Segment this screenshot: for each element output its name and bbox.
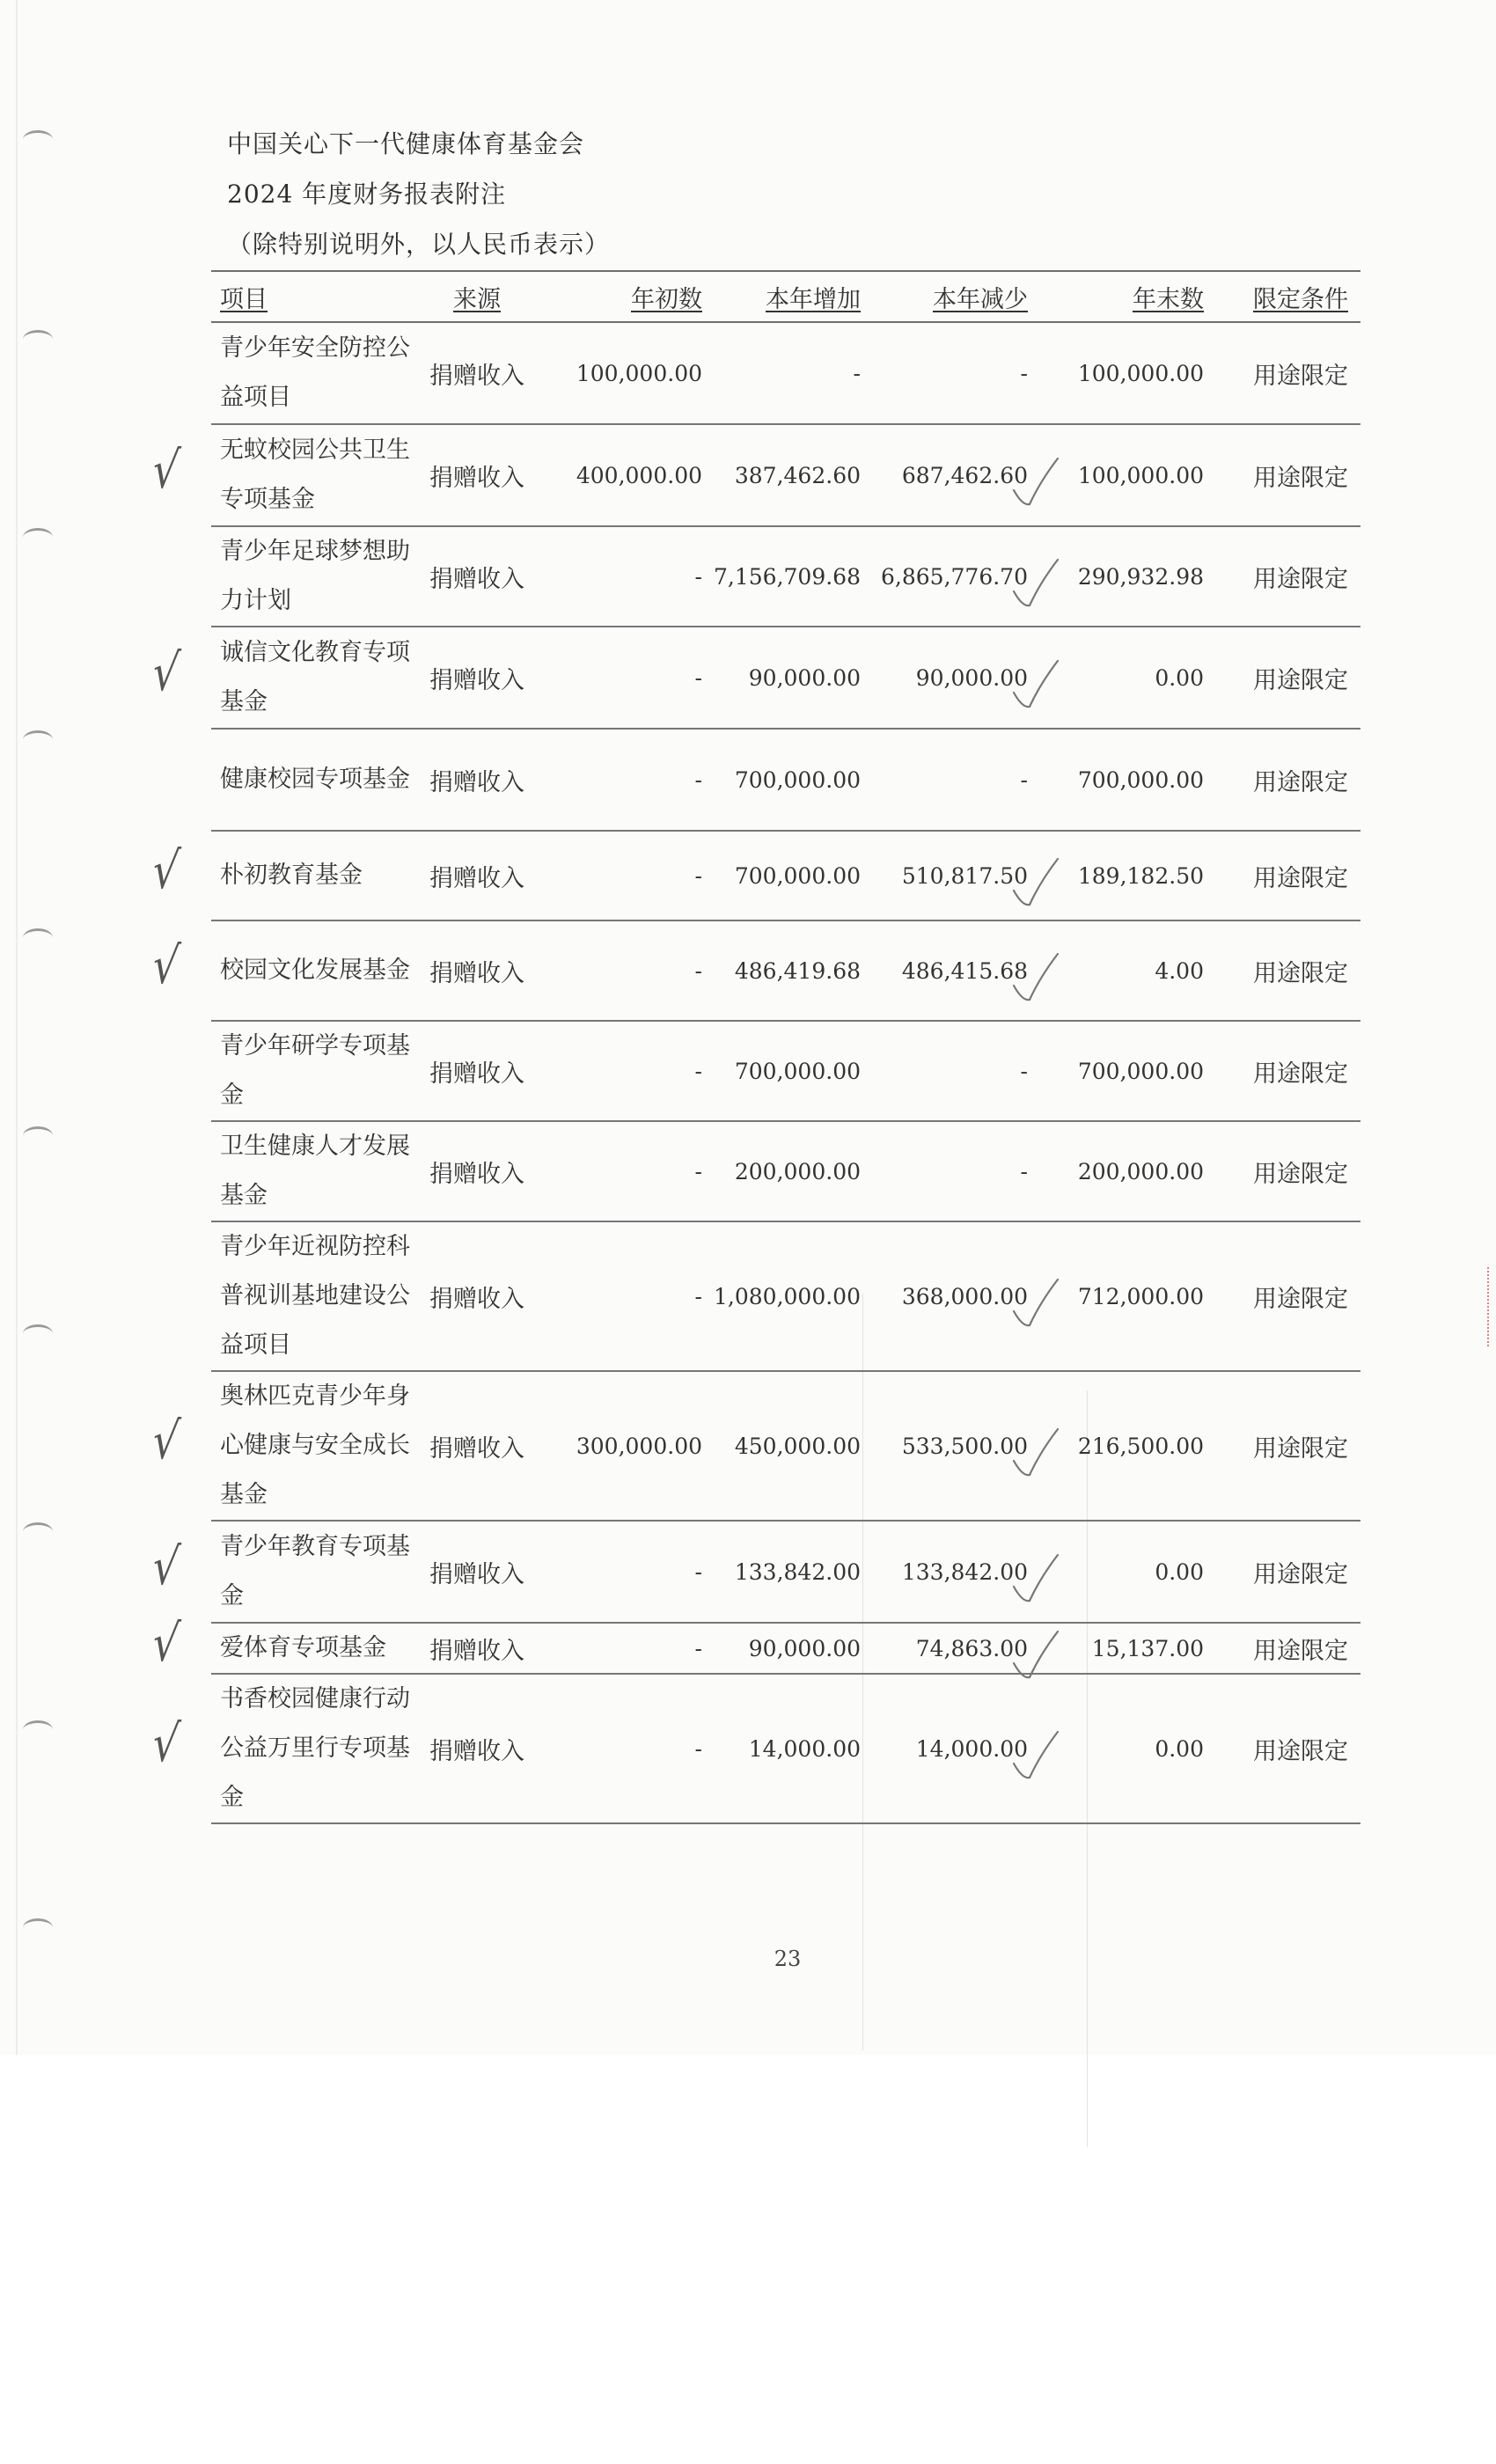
page-edge	[16, 0, 18, 2055]
cell-opening: -	[539, 920, 708, 1021]
tick-mark-icon	[1010, 556, 1061, 620]
cell-item-name: 青少年安全防控公益项目	[211, 322, 415, 424]
check-mark-icon: √	[149, 1411, 183, 1470]
cell-item-name: 青少年研学专项基金	[211, 1021, 415, 1121]
table-row	[211, 1121, 1360, 1221]
cell-closing: 100,000.00	[1033, 322, 1209, 424]
table-row	[211, 729, 1360, 831]
cell-increase: 1,080,000.00	[708, 1221, 866, 1371]
table-header-row	[211, 271, 1360, 322]
cell-closing: 189,182.50	[1033, 831, 1209, 920]
table-row	[211, 1623, 1360, 1674]
table-row	[211, 1371, 1360, 1521]
org-name: 中国关心下一代健康体育基金会	[227, 129, 585, 158]
cell-item-name: 校园文化发展基金	[211, 920, 415, 1021]
punch-hole-mark	[23, 1324, 53, 1343]
cell-closing: 290,932.98	[1033, 526, 1209, 627]
cell-decrease: 533,500.00	[866, 1371, 1033, 1521]
tick-mark-icon	[1010, 1551, 1061, 1615]
cell-condition: 用途限定	[1209, 1221, 1360, 1371]
cell-source: 捐赠收入	[415, 526, 539, 627]
cell-increase: 133,842.00	[708, 1521, 866, 1623]
punch-hole-mark	[23, 730, 53, 749]
punch-hole-mark	[23, 1522, 53, 1541]
cell-item-name: 青少年近视防控科普视训基地建设公益项目	[211, 1221, 415, 1371]
cell-opening: -	[539, 526, 708, 627]
table-row	[211, 920, 1360, 1021]
cell-condition: 用途限定	[1209, 831, 1360, 920]
cell-closing: 0.00	[1033, 627, 1209, 729]
cell-closing: 0.00	[1033, 1674, 1209, 1823]
cell-increase: 14,000.00	[708, 1674, 866, 1823]
cell-condition: 用途限定	[1209, 920, 1360, 1021]
cell-source: 捐赠收入	[415, 1371, 539, 1521]
cell-increase: 700,000.00	[708, 729, 866, 831]
cell-condition: 用途限定	[1209, 1674, 1360, 1823]
table-row	[211, 1674, 1360, 1823]
tick-mark-icon	[1010, 455, 1061, 518]
punch-hole-mark	[23, 1918, 53, 1937]
col-header-opening: 年初数	[539, 271, 708, 322]
cell-source: 捐赠收入	[415, 1623, 539, 1674]
cell-increase: 387,462.60	[708, 424, 866, 526]
page-number: 23	[774, 1947, 802, 1971]
cell-opening: -	[539, 1521, 708, 1623]
punch-hole-mark	[23, 1720, 53, 1739]
punch-hole-mark	[23, 330, 53, 348]
tick-mark-icon	[1010, 1728, 1061, 1792]
cell-increase: 200,000.00	[708, 1121, 866, 1221]
check-mark-icon: √	[149, 1713, 183, 1773]
cell-opening: -	[539, 1221, 708, 1371]
check-mark-icon: √	[149, 1536, 183, 1596]
table-row	[211, 424, 1360, 526]
col-header-item: 项目	[211, 271, 415, 322]
cell-increase: 700,000.00	[708, 831, 866, 920]
cell-opening: -	[539, 1623, 708, 1674]
check-mark-icon: √	[149, 935, 183, 995]
cell-condition: 用途限定	[1209, 1121, 1360, 1221]
cell-condition: 用途限定	[1209, 1371, 1360, 1521]
cell-decrease: 133,842.00	[866, 1521, 1033, 1623]
currency-note: （除特别说明外，以人民币表示）	[227, 230, 611, 259]
check-mark-icon: √	[149, 642, 183, 702]
table-row	[211, 1021, 1360, 1121]
tick-mark-icon	[1010, 855, 1061, 919]
col-header-increase: 本年增加	[708, 271, 866, 322]
cell-increase: 700,000.00	[708, 1021, 866, 1121]
cell-decrease: -	[866, 1121, 1033, 1221]
check-mark-icon: √	[149, 840, 183, 900]
cell-decrease: 14,000.00	[866, 1674, 1033, 1823]
cell-opening: -	[539, 627, 708, 729]
cell-opening: -	[539, 1674, 708, 1823]
cell-decrease: -	[866, 1021, 1033, 1121]
tick-mark-icon	[1010, 1276, 1061, 1339]
cell-closing: 0.00	[1033, 1521, 1209, 1623]
cell-item-name: 青少年足球梦想助力计划	[211, 526, 415, 627]
cell-source: 捐赠收入	[415, 1221, 539, 1371]
cell-source: 捐赠收入	[415, 322, 539, 424]
cell-increase: 90,000.00	[708, 627, 866, 729]
cell-item-name: 诚信文化教育专项基金	[211, 627, 415, 729]
cell-item-name: 无蚊校园公共卫生专项基金	[211, 424, 415, 526]
table-row	[211, 1521, 1360, 1623]
cell-opening: 100,000.00	[539, 322, 708, 424]
cell-source: 捐赠收入	[415, 1121, 539, 1221]
cell-increase: 486,419.68	[708, 920, 866, 1021]
cell-source: 捐赠收入	[415, 1021, 539, 1121]
tick-mark-icon	[1010, 657, 1061, 721]
report-header	[227, 119, 610, 269]
tick-mark-icon	[1010, 950, 1061, 1014]
cell-source: 捐赠收入	[415, 729, 539, 831]
table-row	[211, 1221, 1360, 1371]
cell-condition: 用途限定	[1209, 322, 1360, 424]
cell-source: 捐赠收入	[415, 1674, 539, 1823]
cell-condition: 用途限定	[1209, 1521, 1360, 1623]
cell-opening: 300,000.00	[539, 1371, 708, 1521]
cell-decrease: 368,000.00	[866, 1221, 1033, 1371]
cell-source: 捐赠收入	[415, 920, 539, 1021]
cell-opening: -	[539, 729, 708, 831]
cell-increase: -	[708, 322, 866, 424]
cell-opening: -	[539, 831, 708, 920]
cell-closing: 15,137.00	[1033, 1623, 1209, 1674]
cell-item-name: 卫生健康人才发展基金	[211, 1121, 415, 1221]
punch-hole-mark	[23, 928, 53, 947]
cell-condition: 用途限定	[1209, 526, 1360, 627]
cell-closing: 216,500.00	[1033, 1371, 1209, 1521]
cell-decrease: 6,865,776.70	[866, 526, 1033, 627]
cell-decrease: 74,863.00	[866, 1623, 1033, 1674]
punch-hole-mark	[23, 130, 53, 149]
punch-hole-mark	[23, 528, 53, 546]
cell-item-name: 青少年教育专项基金	[211, 1521, 415, 1623]
table-body	[211, 322, 1360, 1823]
tick-mark-icon	[1010, 1628, 1061, 1691]
cell-item-name: 健康校园专项基金	[211, 729, 415, 831]
punch-hole-mark	[23, 1126, 53, 1145]
cell-source: 捐赠收入	[415, 424, 539, 526]
col-header-condition: 限定条件	[1209, 271, 1360, 322]
cell-source: 捐赠收入	[415, 627, 539, 729]
cell-item-name: 朴初教育基金	[211, 831, 415, 920]
cell-opening: 400,000.00	[539, 424, 708, 526]
cell-decrease: 510,817.50	[866, 831, 1033, 920]
cell-condition: 用途限定	[1209, 627, 1360, 729]
cell-condition: 用途限定	[1209, 1623, 1360, 1674]
tick-mark-icon	[1010, 1426, 1061, 1489]
table-row	[211, 322, 1360, 424]
cell-decrease: -	[866, 322, 1033, 424]
col-header-closing: 年末数	[1033, 271, 1209, 322]
cell-item-name: 爱体育专项基金	[211, 1623, 415, 1674]
cell-condition: 用途限定	[1209, 729, 1360, 831]
cell-source: 捐赠收入	[415, 831, 539, 920]
cell-opening: -	[539, 1021, 708, 1121]
table-row	[211, 831, 1360, 920]
col-header-source: 来源	[415, 271, 539, 322]
table-row	[211, 627, 1360, 729]
restricted-funds-table	[211, 270, 1360, 1824]
cell-decrease: -	[866, 729, 1033, 831]
cell-closing: 700,000.00	[1033, 1021, 1209, 1121]
check-mark-icon: √	[149, 1613, 183, 1673]
table-row	[211, 526, 1360, 627]
check-mark-icon: √	[149, 440, 183, 500]
report-title: 2024 年度财务报表附注	[227, 180, 507, 209]
col-header-decrease: 本年减少	[866, 271, 1033, 322]
cell-decrease: 687,462.60	[866, 424, 1033, 526]
cell-condition: 用途限定	[1209, 424, 1360, 526]
cell-item-name: 奥林匹克青少年身心健康与安全成长基金	[211, 1371, 415, 1521]
margin-marks	[1487, 1267, 1494, 1346]
cell-condition: 用途限定	[1209, 1021, 1360, 1121]
cell-decrease: 90,000.00	[866, 627, 1033, 729]
cell-closing: 200,000.00	[1033, 1121, 1209, 1221]
cell-increase: 450,000.00	[708, 1371, 866, 1521]
cell-closing: 4.00	[1033, 920, 1209, 1021]
cell-increase: 90,000.00	[708, 1623, 866, 1674]
cell-opening: -	[539, 1121, 708, 1221]
cell-increase: 7,156,709.68	[708, 526, 866, 627]
cell-item-name: 书香校园健康行动公益万里行专项基金	[211, 1674, 415, 1823]
cell-closing: 700,000.00	[1033, 729, 1209, 831]
cell-closing: 100,000.00	[1033, 424, 1209, 526]
cell-decrease: 486,415.68	[866, 920, 1033, 1021]
cell-closing: 712,000.00	[1033, 1221, 1209, 1371]
cell-source: 捐赠收入	[415, 1521, 539, 1623]
